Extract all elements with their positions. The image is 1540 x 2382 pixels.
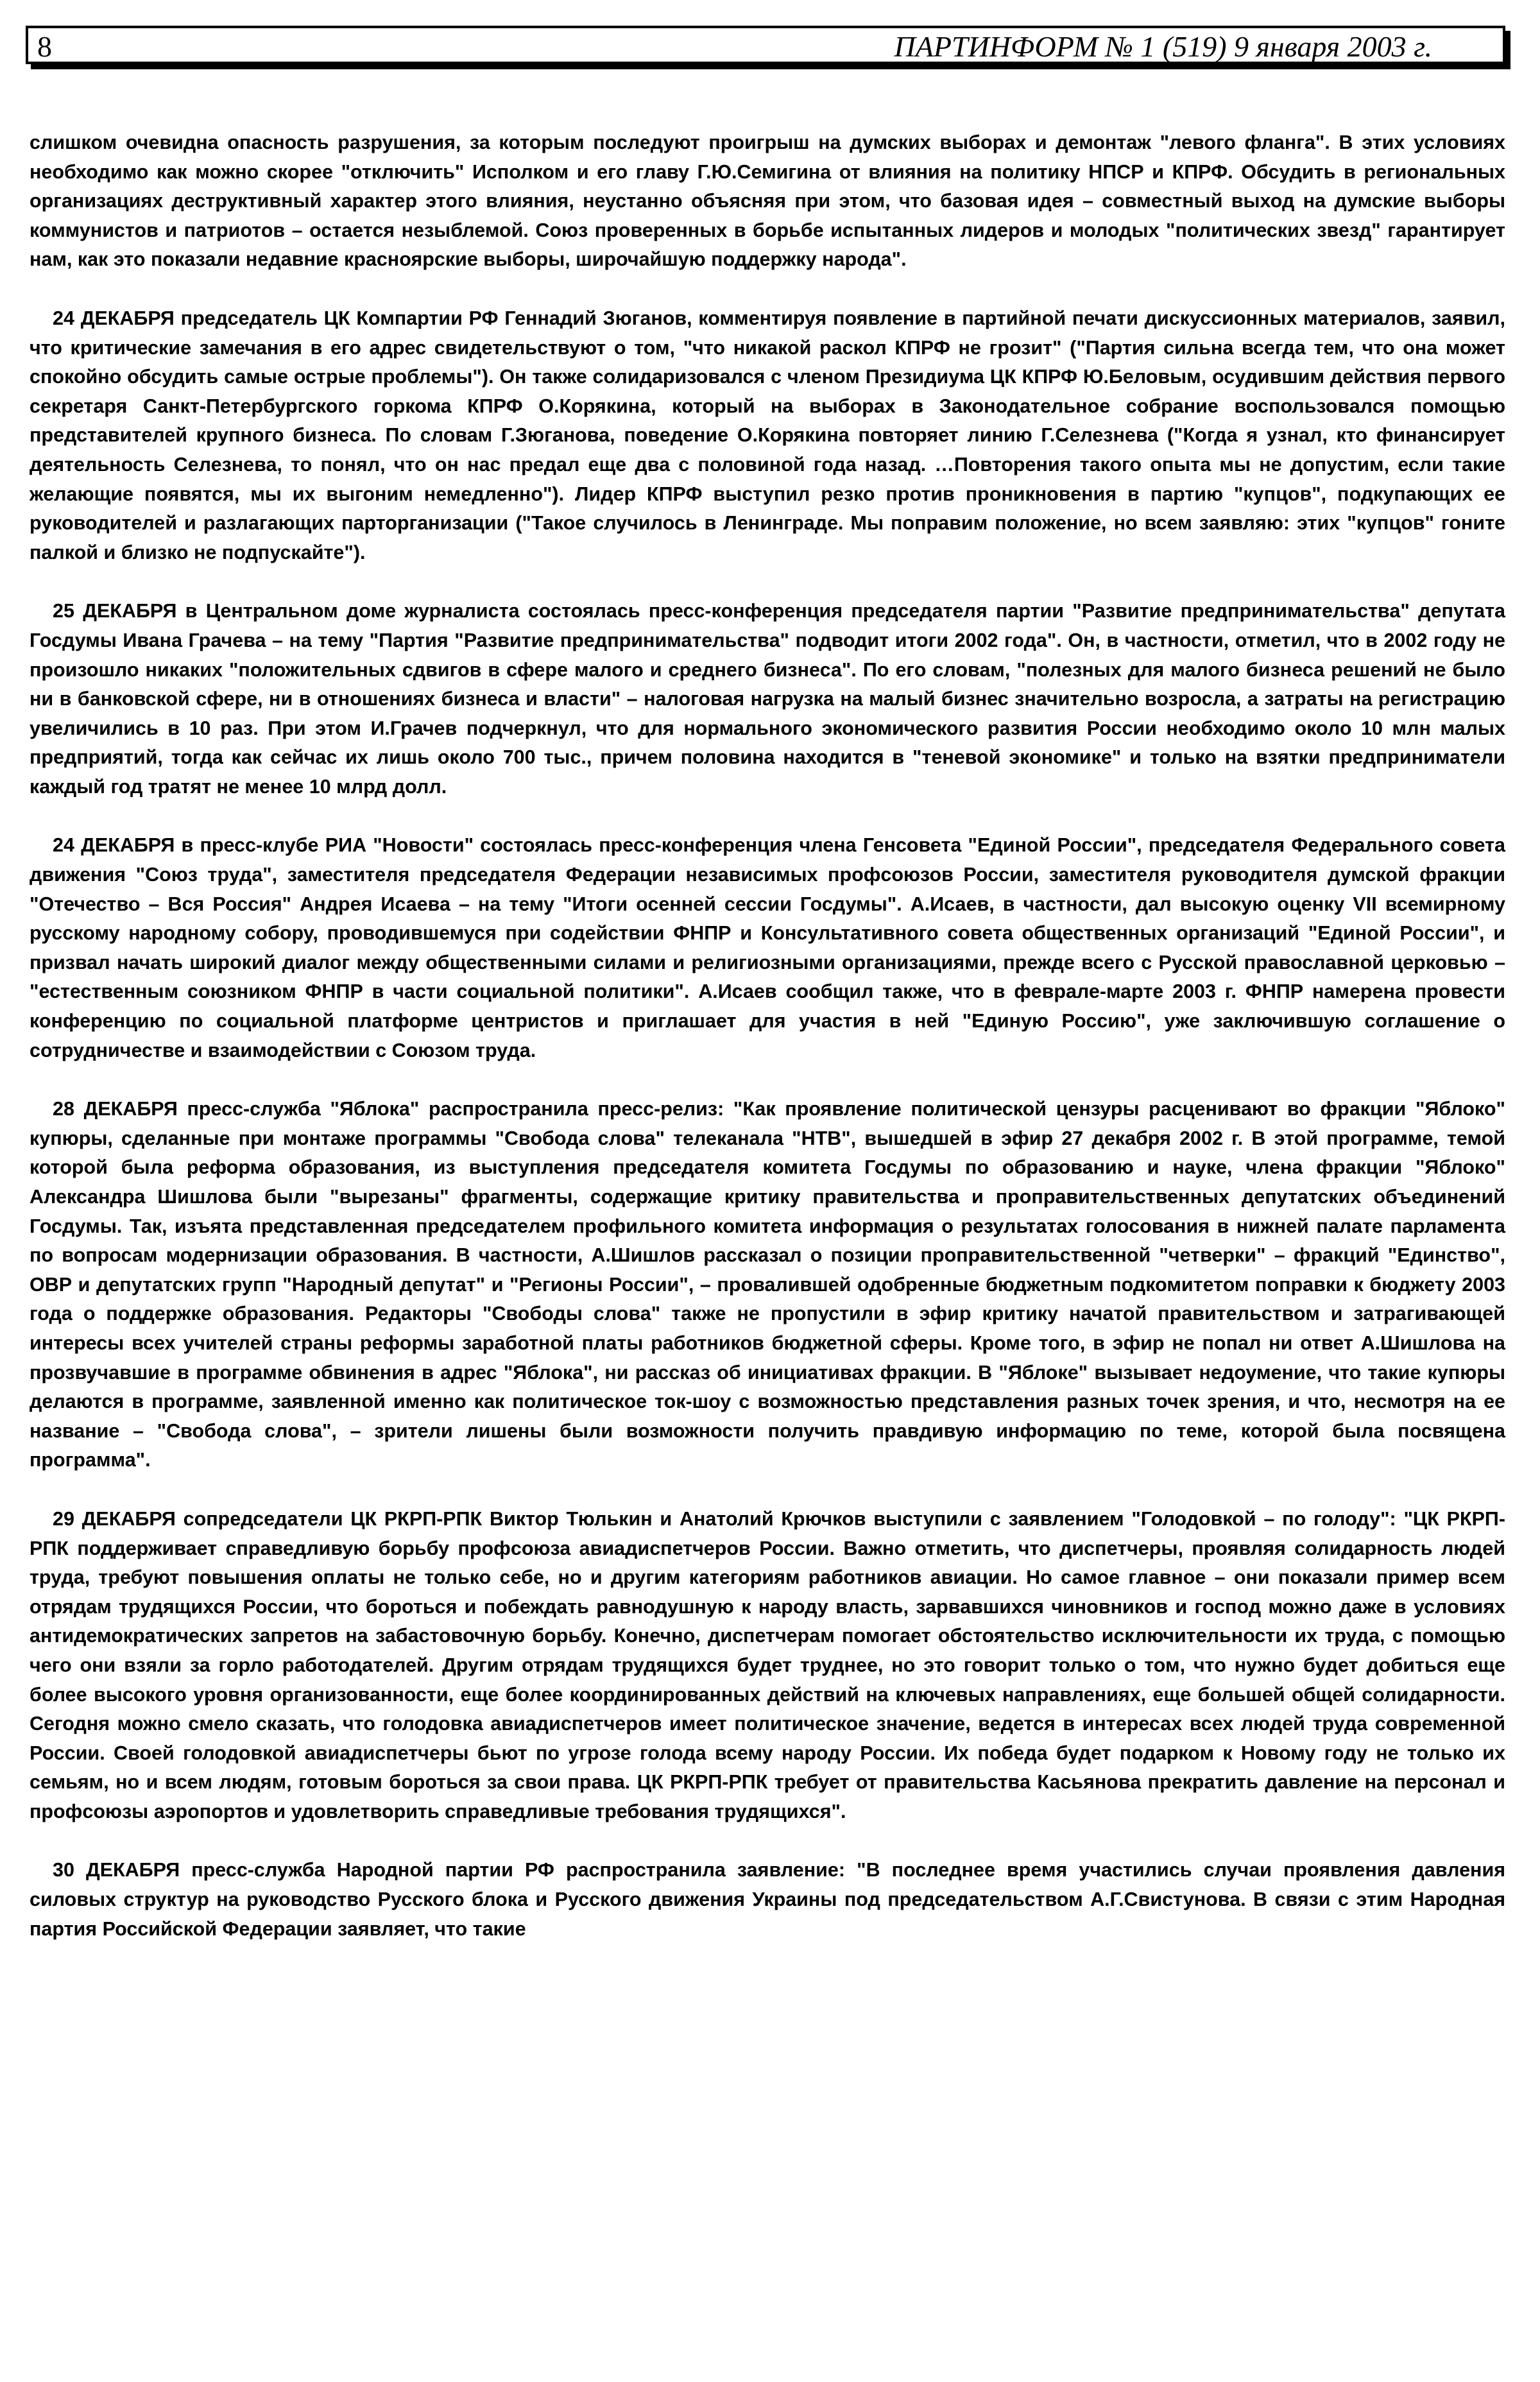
article-paragraph xyxy=(30,1505,1505,1827)
paragraph-text: в Центральном доме журналиста состоялась пресс-конференция председателя партии "Развитие предпринимательства" депутата Госдумы Ивана Грачева – на тему "Партия "Развитие предпринимательства" подводит итоги 2002 года". Он, в частности, отметил, что в 2002 году не произошло никаких "положительных сдвигов в сфере малого и среднего бизнеса". По его словам, "полезных для малого бизнеса решений не было ни в банковской сфере, ни в отношениях бизнеса и власти" – налоговая нагрузка на малый бизнес значительно возросла, а затраты на регистрацию увеличились в 10 раз. При этом И.Грачев подчеркнул, что для нормального экономического развития России необходимо около 10 млн малых предприятий, тогда как сейчас их лишь около 700 тыс., причем половина находится в "теневой экономике" и только на взятки предприниматели каждый год тратят не менее 10 млрд долл. xyxy=(30,600,1505,798)
paragraph-text: слишком очевидна опасность разрушения, за которым последуют проигрыш на думских выборах и демонтаж "левого фланга". В этих условиях необходимо как можно скорее "отключить" Исполком и его главу Г.Ю.Семигина от влияния на политику НПСР и КПРФ. Обсудить в региональных организациях деструктивный характер этого влияния, неустанно объясняя при этом, что базовая идея – совместный выход на думские выборы коммунистов и патриотов – остается незыблемой. Союз проверенных в борьбе испытанных лидеров и молодых "политических звезд" гарантирует нам, как это показали недавние красноярские выборы, широчайшую поддержку народа". xyxy=(30,132,1505,271)
article-paragraph xyxy=(30,304,1505,567)
article-date: 24 ДЕКАБРЯ xyxy=(53,307,175,329)
article-date: 24 ДЕКАБРЯ xyxy=(53,834,175,857)
article-column xyxy=(30,128,1505,1973)
page-header xyxy=(26,26,1505,64)
page-number: 8 xyxy=(37,30,52,63)
article-date: 25 ДЕКАБРЯ xyxy=(53,600,177,622)
article-date: 28 ДЕКАБРЯ xyxy=(53,1098,178,1120)
paragraph-text: пресс-служба "Яблока" распространила пресс-релиз: "Как проявление политической цензуры расценивают во фракции "Яблоко" купюры, сделанные при монтаже программы "Свобода слова" телеканала "НТВ", вышедшей в эфир 27 декабря 2002 г. В этой программе, темой которой была реформа образования, из выступления председателя комитета Госдумы по образованию и науке, члена фракции "Яблоко" Александра Шишлова были "вырезаны" фрагменты, содержащие критику правительства и проправительственных депутатских объединений Госдумы. Так, изъята представленная председателем профильного комитета информация о результатах голосования в нижней палате парламента по вопросам модернизации образования. В частности, А.Шишлов рассказал о позиции проправительственной "четверки" – фракций "Единство", ОВР и депутатских групп "Народный депутат" и "Регионы России", – провалившей одобренные бюджетным подкомитетом поправки к бюджету 2003 года о поддержке образования. Редакторы "Свободы слова" также не пропустили в эфир критику начатой правительством и затрагивающей интересы всех учителей страны реформы заработной платы работников бюджетной сферы. Кроме того, в эфир не попал ни ответ А.Шишлова на прозвучавшие в программе обвинения в адрес "Яблока", ни рассказ об инициативах фракции. В "Яблоке" вызывает недоумение, что такие купюры делаются в программе, заявленной именно как политическое ток-шоу с возможностью представления разных точек зрения, и что, несмотря на ее название – "Свобода слова", – зрители лишены были возможности получить правдивую информацию по теме, которой была посвящена программа". xyxy=(30,1098,1506,1471)
article-paragraph xyxy=(30,831,1505,1065)
paragraph-text: в пресс-клубе РИА "Новости" состоялась пресс-конференция члена Генсовета "Единой России", председателя Федерального совета движения "Союз труда", заместителя председателя Федерации независимых профсоюзов России, заместителя руководителя думской фракции "Отечество – Вся Россия" Андрея Исаева – на тему "Итоги осенней сессии Госдумы". А.Исаев, в частности, дал высокую оценку VII всемирному русскому народному собору, проводившемуся при содействии ФНПР и Консультативного совета общественных организаций "Единой России", и призвал начать широкий диалог между общественными силами и религиозными организациями, прежде всего с Русской православной церковью – "естественным союзником ФНПР в части социальной политики". А.Исаев сообщил также, что в феврале-марте 2003 г. ФНПР намерена провести конференцию по социальной платформе центристов и приглашает для участия в ней "Единую Россию", уже заключившую соглашение о сотрудничестве и взаимодействии с Союзом труда. xyxy=(30,834,1505,1061)
article-date: 30 ДЕКАБРЯ xyxy=(53,1859,180,1881)
paragraph-text: председатель ЦК Компартии РФ Геннадий Зюганов, комментируя появление в партийной печати дискуссионных материалов, заявил, что критические замечания в его адрес свидетельствуют о том, "что никакой раскол КПРФ не грозит" ("Партия сильна всегда тем, что она может спокойно обсудить самые острые проблемы"). Он также солидаризовался с членом Президиума ЦК КПРФ Ю.Беловым, осудившим действия первого секретаря Санкт-Петербургского горкома КПРФ О.Корякина, который на выборах в Законодательное собрание воспользовался помощью представителей крупного бизнеса. По словам Г.Зюганова, поведение О.Корякина повторяет линию Г.Селезнева ("Когда я узнал, кто финансирует деятельность Селезнева, то понял, что он нас предал еще два с половиной года назад. …Повторения такого опыта мы не допустим, если такие желающие появятся, мы их выгоним немедленно"). Лидер КПРФ выступил резко против проникновения в партию "купцов", подкупающих ее руководителей и разлагающих парторганизации ("Такое случилось в Ленинграде. Мы поправим положение, но всем заявляю: этих "купцов" гоните палкой и близко не подпускайте"). xyxy=(30,307,1505,563)
article-date: 29 ДЕКАБРЯ xyxy=(53,1507,176,1530)
article-paragraph xyxy=(30,1095,1505,1475)
article-paragraph xyxy=(30,128,1505,275)
publication-title: ПАРТИНФОРМ № 1 (519) 9 января 2003 г. xyxy=(894,30,1432,63)
article-paragraph xyxy=(30,597,1505,801)
paragraph-text: пресс-служба Народной партии РФ распространила заявление: "В последнее время участились случаи проявления давления силовых структур на руководство Русского блока и Русского движения Украины под председательством А.Г.Свистунова. В связи с этим Народная партия Российской Федерации заявляет, что такие xyxy=(30,1859,1505,1940)
paragraph-text: сопредседатели ЦК РКРП-РПК Виктор Тюлькин и Анатолий Крючков выступили с заявлением "Голодовкой – по голоду": "ЦК РКРП-РПК поддерживает справедливую борьбу профсоюза авиадиспетчеров России. Важно отметить, что диспетчеры, проявляя солидарность людей труда, требуют повышения оплаты не только себе, но и другим категориям работников авиации. Но самое главное – они показали пример всем отрядам трудящихся России, что бороться и побеждать равнодушную к народу власть, зарвавшихся чиновников и господ можно даже в условиях антидемократических запретов на забастовочную борьбу. Конечно, диспетчерам помогает обстоятельство исключительности их труда, с помощью чего они взяли за горло работодателей. Другим отрядам трудящихся будет труднее, но это говорит только о том, что нужно будет добиться еще более высокого уровня организованности, еще более координированных действий на ключевых направлениях, еще большей общей солидарности. Сегодня можно смело сказать, что голодовка авиадиспетчеров имеет политическое значение, ведется в интересах всех людей труда современной России. Своей голодовкой авиадиспетчеры бьют по угрозе голода всему народу России. Их победа будет подарком к Новому году не только их семьям, но и всем людям, готовым бороться за свои права. ЦК РКРП-РПК требует от правительства Касьянова прекратить давление на персонал и профсоюзы аэропортов и удовлетворить справедливые требования трудящихся". xyxy=(30,1507,1505,1822)
article-paragraph xyxy=(30,1856,1505,1944)
